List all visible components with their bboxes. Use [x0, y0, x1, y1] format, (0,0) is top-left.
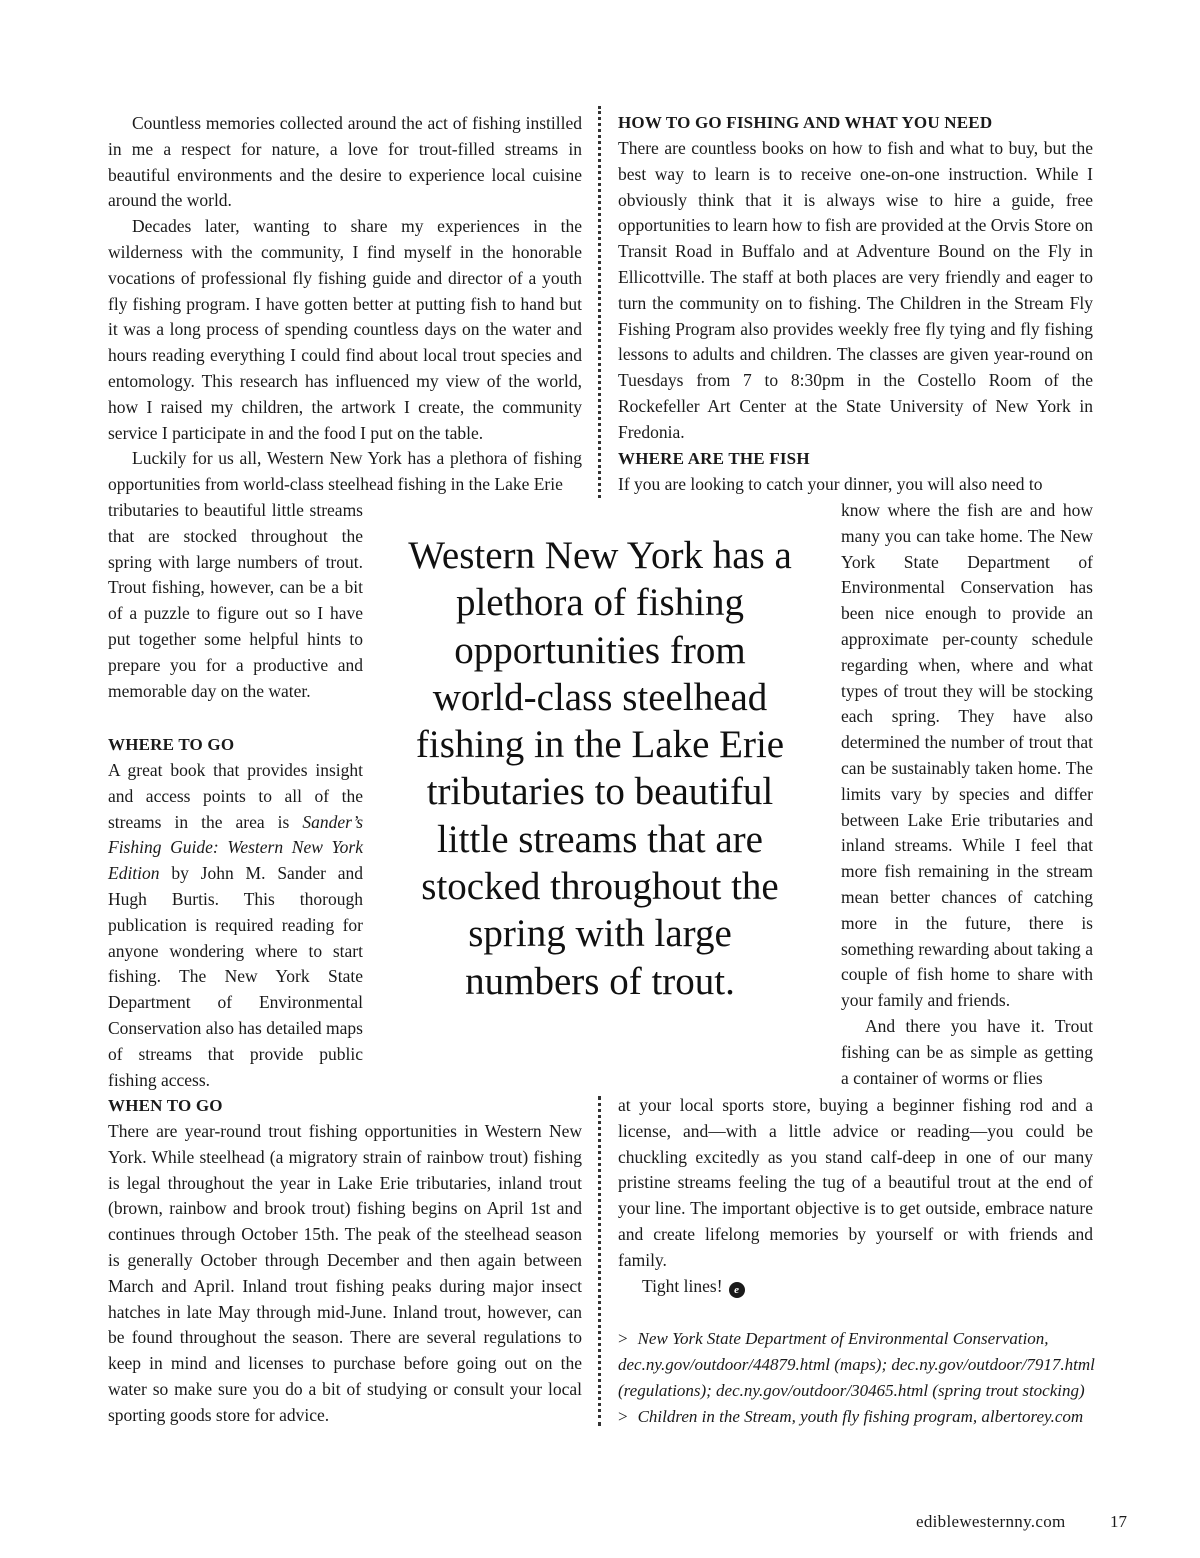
book-title: Sander’s Fishing Guide: Western New York Edition	[108, 811, 363, 884]
heading-how-to-go-fishing: HOW TO GO FISHING AND WHAT YOU NEED	[618, 113, 993, 132]
reference-arrow-icon: >	[618, 1407, 628, 1426]
paragraph-how: There are countless books on how to fish and what to buy, but the best way to learn is to receive one-on-one instruction. While I obviously think that it is always wise to hire a guide, free opportunities to learn how to fish are provided at the Orvis Store on Transit Road in Buffalo and at Adventure Bound on the Fly in Ellicottville. The staff at both places are very friendly and eager to turn the community on to fishing. The Children in the Stream Fly Fishing Program also provides weekly free fly tying and fly fishing lessons to adults and children. The classes are given year-round on Tuesdays from 7 to 8:30pm in the Costello Room of the Rockefeller Art Center at the State University of New York in Fredonia.	[618, 138, 1093, 442]
where-to-go-text	[108, 758, 363, 1093]
sign-off-text: Tight lines!	[642, 1276, 723, 1296]
paragraph-fish-continued: know where the fish are and how many you can take home. The New York State Department of Environmental Conservation has been nice enough to provide an approximate per-county schedule regarding when, where and what types of trout they will be stocking each spring. They have also determined the number of trout that can be sustainably taken home. The limits vary by species and differ between Lake Erie tributaries and inland streams. While I feel that more fish remaining in the stream mean better chances of catching more in the future, there is something rewarding about taking a couple of fish home to share with your family and friends.	[841, 500, 1093, 1011]
where-text-end: by John M. Sander and Hugh Burtis. This thorough publication is required reading for anyone wondering where to start fishing. The New York State Department of Environmental Conservation also has detailed maps of streams that provide public fishing access.	[108, 863, 363, 1090]
fish-narrow-text	[841, 498, 1093, 1091]
heading-when-to-go: WHEN TO GO	[108, 1096, 223, 1115]
footer-website: ediblewesternny.com	[916, 1512, 1066, 1531]
heading-where-are-the-fish: WHERE ARE THE FISH	[618, 449, 810, 468]
reference-arrow-icon: >	[618, 1329, 628, 1348]
left-intro-text	[108, 111, 582, 498]
column-divider-bottom	[598, 1096, 601, 1426]
paragraph-when: There are year-round trout fishing opportunities in Western New York. While steelhead (a migratory strain of rainbow trout) fishing is legal throughout the year in Lake Erie tributaries, inland trout (brown, rainbow and brook trout) fishing begins on April 1st and continues through October 15th. The peak of the steelhead season is generally October through December and then again between March and April. Inland trout fishing peaks during major insect hatches in late May through mid-June. Inland trout, however, can be found throughout the season. There are several regulations to keep in mind and licenses to purchase before going out on the water so make sure you do a bit of studying or consult your local sporting goods store for advice.	[108, 1121, 582, 1425]
heading-where-to-go: WHERE TO GO	[108, 735, 235, 754]
fish-intro-text	[618, 472, 1093, 498]
paragraph-closing: at your local sports store, buying a beginner fishing rod and a license, and—with a little advice or reading—you could be chuckling excitedly as you stand calf-deep in one of our many pristine streams feeling the tug of a beautiful trout at the end of your line. The important objective is to get outside, embrace nature and create lifelong memories by yourself or with friends and family.	[618, 1095, 1093, 1270]
paragraph-luckily: Luckily for us all, Western New York has a plethora of fishing opportunities from world-class steelhead fishing in the Lake Erie	[108, 448, 582, 495]
where-text-start: A great book that provides insight and access points to all of the streams in the area is	[108, 760, 363, 832]
paragraph-luckily-continued: tributaries to beautiful little streams that are stocked throughout the spring with large numbers of trout. Trout fishing, however, can be a bit of a puzzle to figure out so I have put together some helpful hints to prepare you for a productive and memorable day on the water.	[108, 500, 363, 701]
pull-quote: Western New York has a plethora of fishing opportunities from world-class steelhead fishing in the Lake Erie tributaries to beautiful little streams that are stocked throughout the spring with large numbers of trout.	[408, 534, 792, 1003]
paragraph-decades-later: Decades later, wanting to share my experiences in the wilderness with the community, I find myself in the honorable vocations of professional fly fishing guide and director of a youth fly fishing program. I have gotten better at putting fish to hand but it was a long process of spending countless days on the water and hours reading everything I could find about local trout species and entomology. This research has influenced my view of the world, how I raised my children, the artwork I create, the community service I participate in and the food I put on the table.	[108, 216, 582, 443]
left-narrow-text	[108, 498, 363, 704]
paragraph-there-you-have-it: And there you have it. Trout fishing can be as simple as getting a container of worms or flies	[841, 1015, 1093, 1088]
reference-dec-text: New York State Department of Environmental Conservation, dec.ny.gov/outdoor/44879.html (maps); dec.ny.gov/outdoor/7917.html (regulations); dec.ny.gov/outdoor/30465.html (spring trout stocking)	[618, 1329, 1095, 1400]
edible-logo-icon: e	[729, 1282, 745, 1298]
page-number: 17	[1110, 1512, 1127, 1531]
paragraph-fish-start: If you are looking to catch your dinner, you will also need to	[618, 474, 1043, 494]
column-divider-top	[598, 106, 601, 498]
closing-text	[618, 1093, 1093, 1274]
reference-children-text: Children in the Stream, youth fly fishing program, albertorey.com	[637, 1407, 1084, 1426]
paragraph-memories: Countless memories collected around the act of fishing instilled in me a respect for nature, a love for trout-filled streams in beautiful environments and the desire to experience local cuisine around the world.	[108, 113, 582, 211]
reference-dec	[618, 1326, 1098, 1404]
how-to-fish-text	[618, 136, 1093, 446]
reference-children-in-the-stream	[618, 1404, 1098, 1430]
sign-off	[642, 1274, 745, 1300]
when-to-go-text	[108, 1119, 582, 1429]
